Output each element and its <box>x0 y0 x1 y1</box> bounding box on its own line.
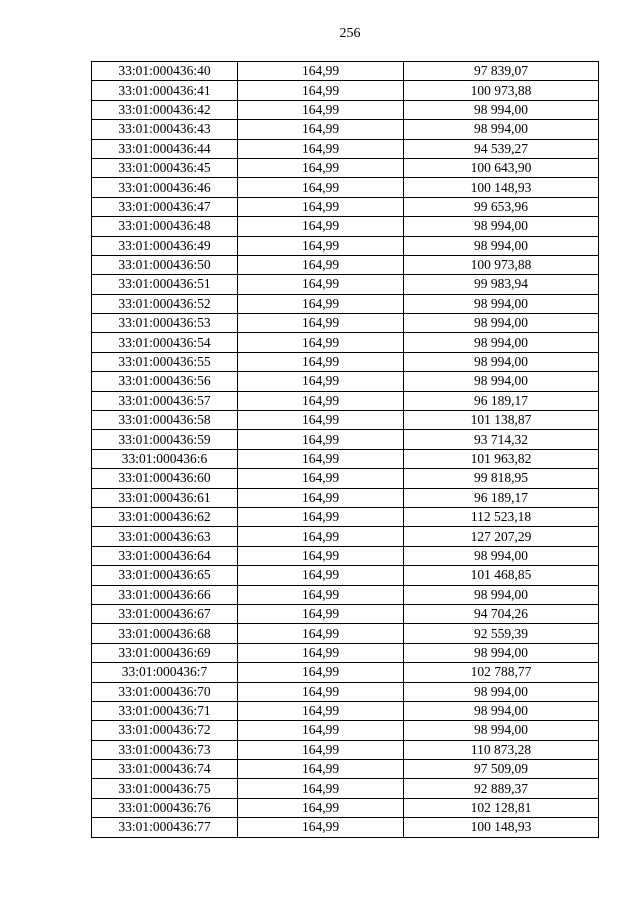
cadastral-number-cell: 33:01:000436:60 <box>92 469 238 488</box>
value-cell: 92 559,39 <box>404 624 599 643</box>
value-cell: 110 873,28 <box>404 740 599 759</box>
value-cell: 94 704,26 <box>404 604 599 623</box>
area-cell: 164,99 <box>238 604 404 623</box>
table-row <box>92 217 599 236</box>
cadastral-number-cell: 33:01:000436:57 <box>92 391 238 410</box>
value-cell: 100 973,88 <box>404 255 599 274</box>
value-cell: 98 994,00 <box>404 682 599 701</box>
table-row <box>92 333 599 352</box>
table-row <box>92 643 599 662</box>
area-cell: 164,99 <box>238 120 404 139</box>
value-cell: 97 509,09 <box>404 760 599 779</box>
area-cell: 164,99 <box>238 81 404 100</box>
table-row <box>92 798 599 817</box>
table-row <box>92 294 599 313</box>
area-cell: 164,99 <box>238 372 404 391</box>
table-row <box>92 546 599 565</box>
area-cell: 164,99 <box>238 430 404 449</box>
area-cell: 164,99 <box>238 352 404 371</box>
table-row <box>92 100 599 119</box>
cadastral-number-cell: 33:01:000436:76 <box>92 798 238 817</box>
value-cell: 100 643,90 <box>404 158 599 177</box>
value-cell: 127 207,29 <box>404 527 599 546</box>
area-cell: 164,99 <box>238 798 404 817</box>
table-row <box>92 507 599 526</box>
area-cell: 164,99 <box>238 236 404 255</box>
table-row <box>92 566 599 585</box>
value-cell: 99 653,96 <box>404 197 599 216</box>
value-cell: 98 994,00 <box>404 643 599 662</box>
area-cell: 164,99 <box>238 255 404 274</box>
area-cell: 164,99 <box>238 217 404 236</box>
area-cell: 164,99 <box>238 294 404 313</box>
area-cell: 164,99 <box>238 624 404 643</box>
table-row <box>92 158 599 177</box>
table-row <box>92 449 599 468</box>
value-cell: 99 818,95 <box>404 469 599 488</box>
value-cell: 96 189,17 <box>404 488 599 507</box>
value-cell: 98 994,00 <box>404 120 599 139</box>
table-row <box>92 818 599 837</box>
area-cell: 164,99 <box>238 178 404 197</box>
area-cell: 164,99 <box>238 760 404 779</box>
table-row <box>92 663 599 682</box>
table-row <box>92 255 599 274</box>
table-row <box>92 469 599 488</box>
value-cell: 98 994,00 <box>404 100 599 119</box>
table-row <box>92 62 599 81</box>
value-cell: 98 994,00 <box>404 372 599 391</box>
table-row <box>92 701 599 720</box>
value-cell: 101 138,87 <box>404 411 599 430</box>
area-cell: 164,99 <box>238 721 404 740</box>
value-cell: 98 994,00 <box>404 701 599 720</box>
table-row <box>92 352 599 371</box>
area-cell: 164,99 <box>238 391 404 410</box>
table-row <box>92 314 599 333</box>
value-cell: 98 994,00 <box>404 352 599 371</box>
table-body <box>92 62 599 838</box>
cadastral-number-cell: 33:01:000436:59 <box>92 430 238 449</box>
value-cell: 100 148,93 <box>404 818 599 837</box>
cadastral-number-cell: 33:01:000436:42 <box>92 100 238 119</box>
cadastral-number-cell: 33:01:000436:49 <box>92 236 238 255</box>
cadastral-number-cell: 33:01:000436:65 <box>92 566 238 585</box>
value-cell: 94 539,27 <box>404 139 599 158</box>
table-row <box>92 236 599 255</box>
cadastral-number-cell: 33:01:000436:77 <box>92 818 238 837</box>
value-cell: 99 983,94 <box>404 275 599 294</box>
cadastral-number-cell: 33:01:000436:56 <box>92 372 238 391</box>
cadastral-number-cell: 33:01:000436:67 <box>92 604 238 623</box>
cadastral-number-cell: 33:01:000436:62 <box>92 507 238 526</box>
value-cell: 101 468,85 <box>404 566 599 585</box>
value-cell: 98 994,00 <box>404 721 599 740</box>
table-row <box>92 430 599 449</box>
value-cell: 97 839,07 <box>404 62 599 81</box>
area-cell: 164,99 <box>238 818 404 837</box>
value-cell: 100 973,88 <box>404 81 599 100</box>
area-cell: 164,99 <box>238 314 404 333</box>
table-row <box>92 604 599 623</box>
area-cell: 164,99 <box>238 100 404 119</box>
area-cell: 164,99 <box>238 566 404 585</box>
area-cell: 164,99 <box>238 158 404 177</box>
table-row <box>92 527 599 546</box>
area-cell: 164,99 <box>238 197 404 216</box>
area-cell: 164,99 <box>238 333 404 352</box>
cadastral-number-cell: 33:01:000436:40 <box>92 62 238 81</box>
table-row <box>92 411 599 430</box>
table-row <box>92 372 599 391</box>
cadastral-number-cell: 33:01:000436:52 <box>92 294 238 313</box>
table-row <box>92 488 599 507</box>
cadastral-number-cell: 33:01:000436:51 <box>92 275 238 294</box>
cadastral-number-cell: 33:01:000436:43 <box>92 120 238 139</box>
cadastral-number-cell: 33:01:000436:48 <box>92 217 238 236</box>
table-row <box>92 178 599 197</box>
value-cell: 92 889,37 <box>404 779 599 798</box>
cadastral-number-cell: 33:01:000436:58 <box>92 411 238 430</box>
area-cell: 164,99 <box>238 488 404 507</box>
area-cell: 164,99 <box>238 527 404 546</box>
table-row <box>92 624 599 643</box>
area-cell: 164,99 <box>238 546 404 565</box>
value-cell: 100 148,93 <box>404 178 599 197</box>
value-cell: 101 963,82 <box>404 449 599 468</box>
cadastral-number-cell: 33:01:000436:64 <box>92 546 238 565</box>
value-cell: 98 994,00 <box>404 236 599 255</box>
value-cell: 102 128,81 <box>404 798 599 817</box>
cadastral-number-cell: 33:01:000436:73 <box>92 740 238 759</box>
cadastral-number-cell: 33:01:000436:41 <box>92 81 238 100</box>
area-cell: 164,99 <box>238 585 404 604</box>
value-cell: 102 788,77 <box>404 663 599 682</box>
area-cell: 164,99 <box>238 139 404 158</box>
cadastral-number-cell: 33:01:000436:61 <box>92 488 238 507</box>
cadastral-number-cell: 33:01:000436:55 <box>92 352 238 371</box>
value-cell: 112 523,18 <box>404 507 599 526</box>
area-cell: 164,99 <box>238 449 404 468</box>
value-cell: 96 189,17 <box>404 391 599 410</box>
cadastral-number-cell: 33:01:000436:6 <box>92 449 238 468</box>
cadastral-number-cell: 33:01:000436:54 <box>92 333 238 352</box>
cadastral-number-cell: 33:01:000436:45 <box>92 158 238 177</box>
cadastral-number-cell: 33:01:000436:74 <box>92 760 238 779</box>
area-cell: 164,99 <box>238 507 404 526</box>
cadastral-number-cell: 33:01:000436:68 <box>92 624 238 643</box>
cadastral-number-cell: 33:01:000436:71 <box>92 701 238 720</box>
area-cell: 164,99 <box>238 643 404 662</box>
value-cell: 98 994,00 <box>404 333 599 352</box>
value-cell: 98 994,00 <box>404 217 599 236</box>
area-cell: 164,99 <box>238 62 404 81</box>
value-cell: 98 994,00 <box>404 585 599 604</box>
area-cell: 164,99 <box>238 740 404 759</box>
table-row <box>92 721 599 740</box>
table-row <box>92 275 599 294</box>
table-row <box>92 740 599 759</box>
table-row <box>92 81 599 100</box>
area-cell: 164,99 <box>238 701 404 720</box>
table-row <box>92 139 599 158</box>
cadastral-number-cell: 33:01:000436:44 <box>92 139 238 158</box>
cadastral-number-cell: 33:01:000436:50 <box>92 255 238 274</box>
cadastral-number-cell: 33:01:000436:63 <box>92 527 238 546</box>
cadastral-number-cell: 33:01:000436:53 <box>92 314 238 333</box>
cadastral-number-cell: 33:01:000436:72 <box>92 721 238 740</box>
cadastral-number-cell: 33:01:000436:47 <box>92 197 238 216</box>
table-row <box>92 760 599 779</box>
cadastral-number-cell: 33:01:000436:7 <box>92 663 238 682</box>
table-row <box>92 682 599 701</box>
cadastral-number-cell: 33:01:000436:70 <box>92 682 238 701</box>
table-row <box>92 197 599 216</box>
area-cell: 164,99 <box>238 663 404 682</box>
cadastral-table <box>91 61 599 838</box>
page-number: 256 <box>339 26 361 41</box>
area-cell: 164,99 <box>238 411 404 430</box>
table-row <box>92 120 599 139</box>
area-cell: 164,99 <box>238 682 404 701</box>
table-row <box>92 585 599 604</box>
value-cell: 98 994,00 <box>404 294 599 313</box>
value-cell: 93 714,32 <box>404 430 599 449</box>
table-row <box>92 391 599 410</box>
cadastral-number-cell: 33:01:000436:69 <box>92 643 238 662</box>
cadastral-number-cell: 33:01:000436:75 <box>92 779 238 798</box>
area-cell: 164,99 <box>238 469 404 488</box>
table-row <box>92 779 599 798</box>
value-cell: 98 994,00 <box>404 314 599 333</box>
area-cell: 164,99 <box>238 779 404 798</box>
value-cell: 98 994,00 <box>404 546 599 565</box>
area-cell: 164,99 <box>238 275 404 294</box>
cadastral-number-cell: 33:01:000436:66 <box>92 585 238 604</box>
cadastral-number-cell: 33:01:000436:46 <box>92 178 238 197</box>
